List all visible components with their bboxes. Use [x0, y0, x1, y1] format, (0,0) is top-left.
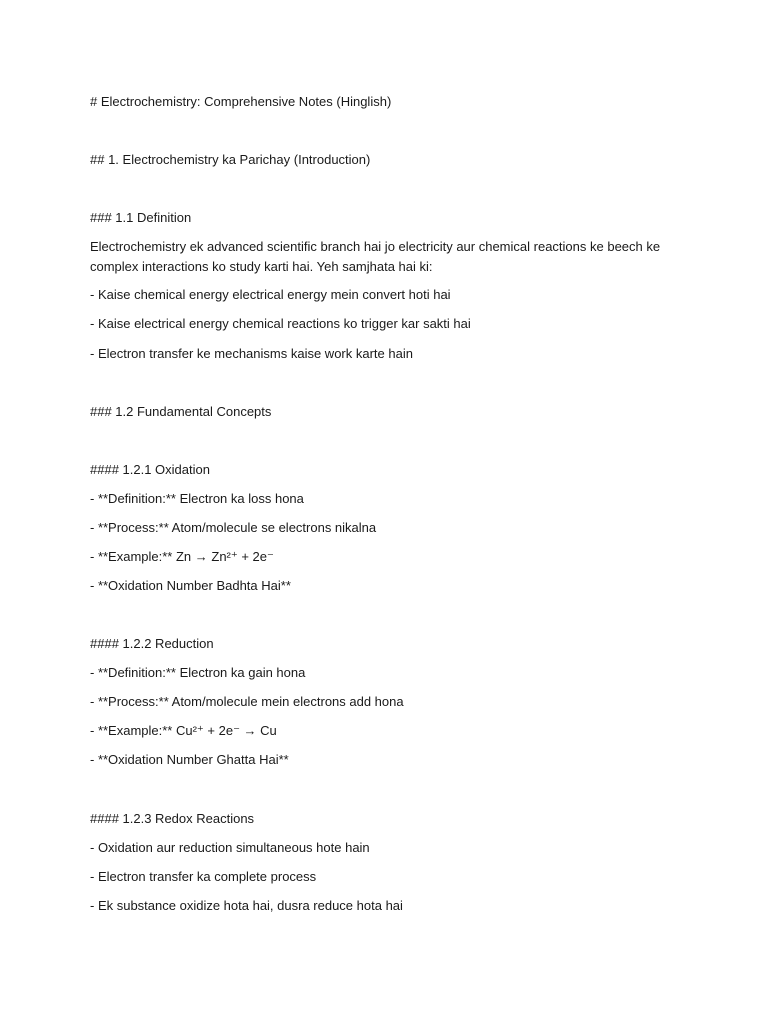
oxidation-bullet: - **Process:** Atom/molecule se electrons nikalna [90, 520, 377, 535]
definition-paragraph-line-2: complex interactions ko study karti hai. Yeh samjhata hai ki: [90, 259, 433, 274]
reduction-bullet: - **Example:** Cu²⁺ + 2e⁻ → Cu [90, 723, 277, 738]
definition-bullet: - Electron transfer ke mechanisms kaise work karte hain [90, 346, 413, 361]
section-1-1-heading: ### 1.1 Definition [90, 210, 192, 225]
oxidation-bullet: - **Example:** Zn → Zn²⁺ + 2e⁻ [90, 549, 274, 564]
redox-bullet: - Oxidation aur reduction simultaneous hote hain [90, 840, 370, 855]
redox-bullet: - Ek substance oxidize hota hai, dusra reduce hota hai [90, 898, 403, 913]
oxidation-bullet: - **Definition:** Electron ka loss hona [90, 491, 304, 506]
definition-bullet: - Kaise chemical energy electrical energy mein convert hoti hai [90, 287, 451, 302]
oxidation-bullet: - **Oxidation Number Badhta Hai** [90, 578, 291, 593]
section-1-2-1-heading: #### 1.2.1 Oxidation [90, 462, 210, 477]
reduction-bullet: - **Oxidation Number Ghatta Hai** [90, 752, 289, 767]
section-1-2-heading: ### 1.2 Fundamental Concepts [90, 404, 272, 419]
reduction-bullet: - **Process:** Atom/molecule mein electrons add hona [90, 694, 404, 709]
document-title: # Electrochemistry: Comprehensive Notes (Hinglish) [90, 94, 392, 109]
definition-bullet: - Kaise electrical energy chemical reactions ko trigger kar sakti hai [90, 316, 471, 331]
definition-paragraph-line-1: Electrochemistry ek advanced scientific branch hai jo electricity aur chemical reactions ke beech ke [90, 239, 661, 254]
redox-bullet: - Electron transfer ka complete process [90, 869, 317, 884]
section-1-heading: ## 1. Electrochemistry ka Parichay (Introduction) [90, 152, 371, 167]
reduction-bullet: - **Definition:** Electron ka gain hona [90, 665, 306, 680]
section-1-2-2-heading: #### 1.2.2 Reduction [90, 636, 214, 651]
section-1-2-3-heading: #### 1.2.3 Redox Reactions [90, 811, 255, 826]
